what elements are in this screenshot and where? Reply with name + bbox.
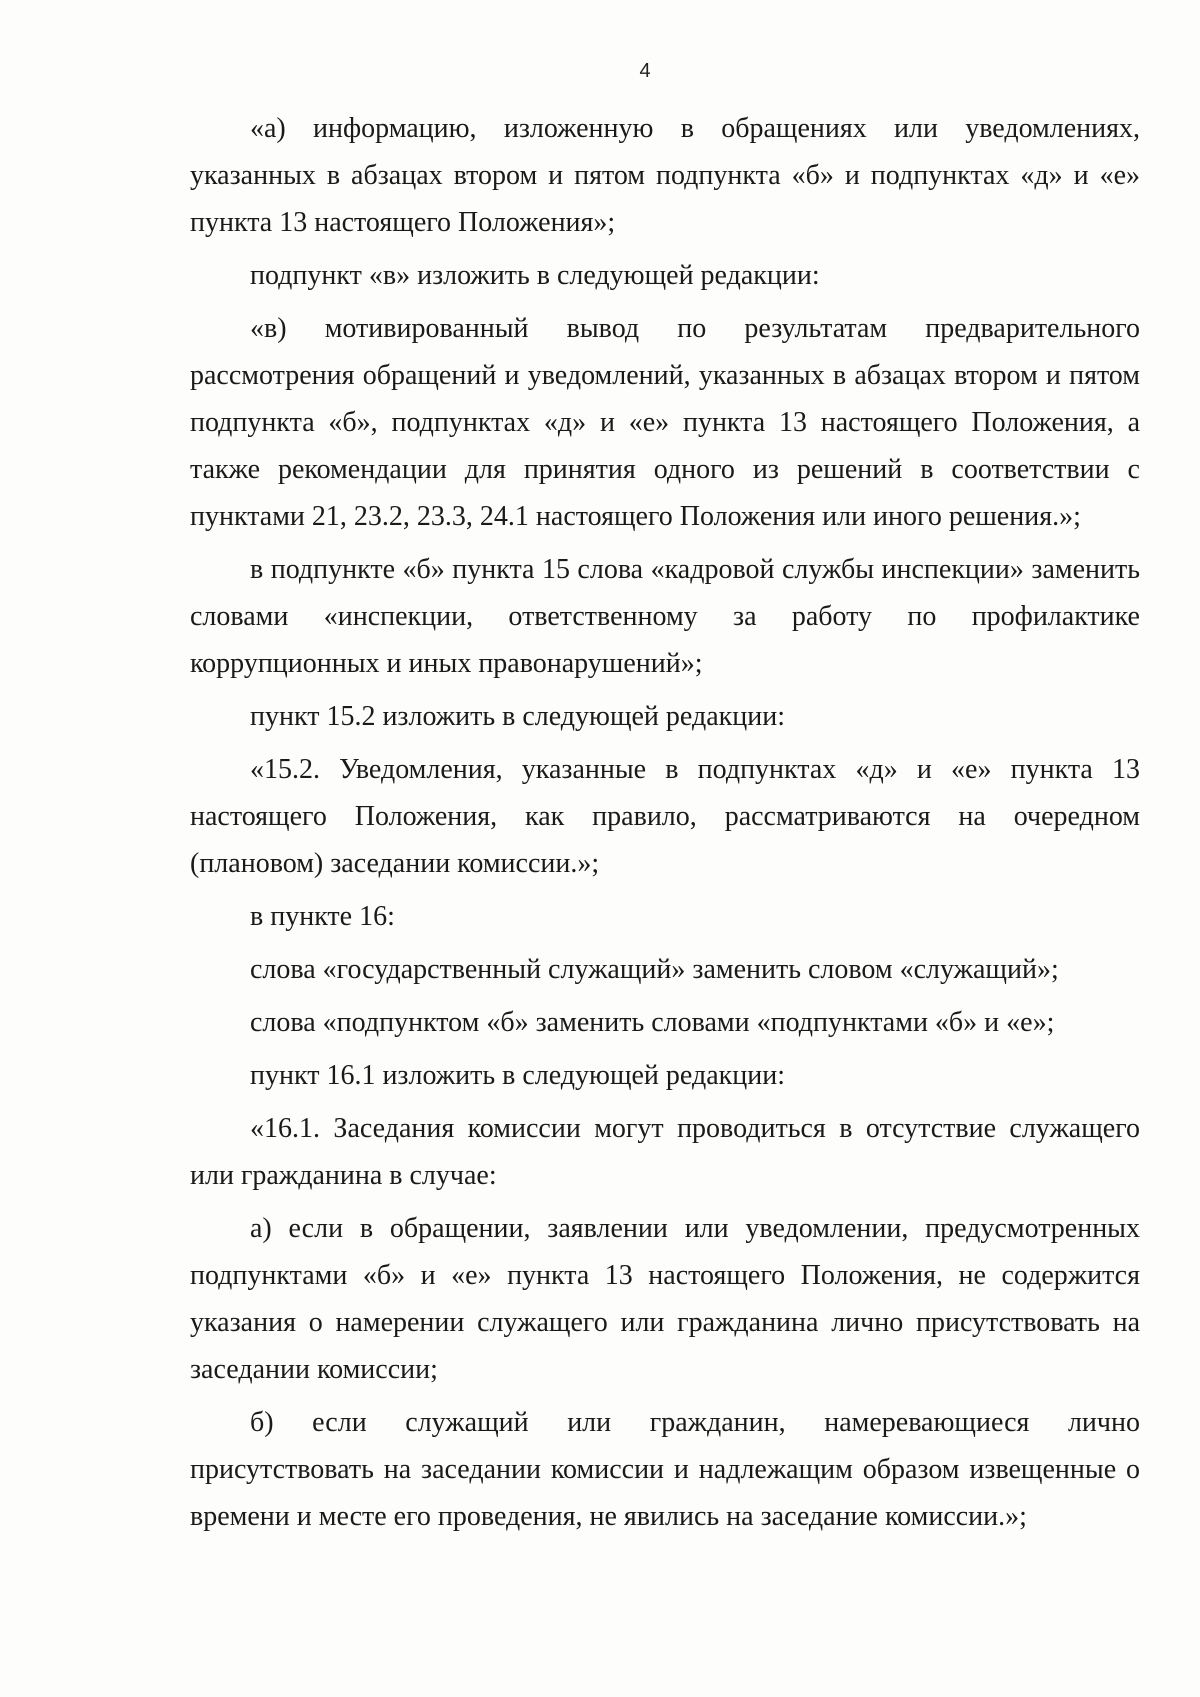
page-number: 4 — [639, 60, 651, 82]
paragraph: «а) информацию, изложенную в обращениях или уведомлениях, указанных в абзацах втором и пятом подпункта «б» и подпунктах «д» и «е» пункта 13 настоящего Положения»; — [190, 113, 1140, 238]
paragraph: а) если в обращении, заявлении или уведомлении, предусмотренных подпунктами «б» и «е» пункта 13 настоящего Положения, не содержится указания о намерении служащего или гражданина лично присутствовать на заседании комиссии; — [190, 1213, 1140, 1385]
paragraph: пункт 16.1 изложить в следующей редакции: — [250, 1060, 785, 1091]
paragraph: слова «подпунктом «б» заменить словами «подпунктами «б» и «е»; — [250, 1007, 1055, 1038]
paragraph: слова «государственный служащий» заменить словом «служащий»; — [250, 954, 1059, 985]
paragraph: пункт 15.2 изложить в следующей редакции: — [250, 701, 785, 732]
paragraph: «15.2. Уведомления, указанные в подпунктах «д» и «е» пункта 13 настоящего Положения, как правило, рассматриваются на очередном (плановом) заседании комиссии.»; — [190, 754, 1140, 879]
paragraph: «в) мотивированный вывод по результатам предварительного рассмотрения обращений и уведомлений, указанных в абзацах втором и пятом подпункта «б», подпунктах «д» и «е» пункта 13 настоящего Положения, а также рекомендации для принятия одного из решений в соответствии с пунктами 21, 23.2, 23.3, 24.1 настоящего Положения или иного решения.»; — [190, 313, 1140, 532]
paragraph: подпункт «в» изложить в следующей редакции: — [250, 260, 820, 291]
document-body — [190, 105, 1140, 1546]
paragraph: «16.1. Заседания комиссии могут проводиться в отсутствие служащего или гражданина в случае: — [190, 1113, 1140, 1191]
paragraph: б) если служащий или гражданин, намеревающиеся лично присутствовать на заседании комиссии и надлежащим образом извещенные о времени и месте его проведения, не явились на заседание комиссии.»; — [190, 1407, 1140, 1532]
paragraph: в подпункте «б» пункта 15 слова «кадровой службы инспекции» заменить словами «инспекции, ответственному за работу по профилактике коррупционных и иных правонарушений»; — [190, 554, 1140, 679]
paragraph: в пункте 16: — [250, 901, 395, 932]
